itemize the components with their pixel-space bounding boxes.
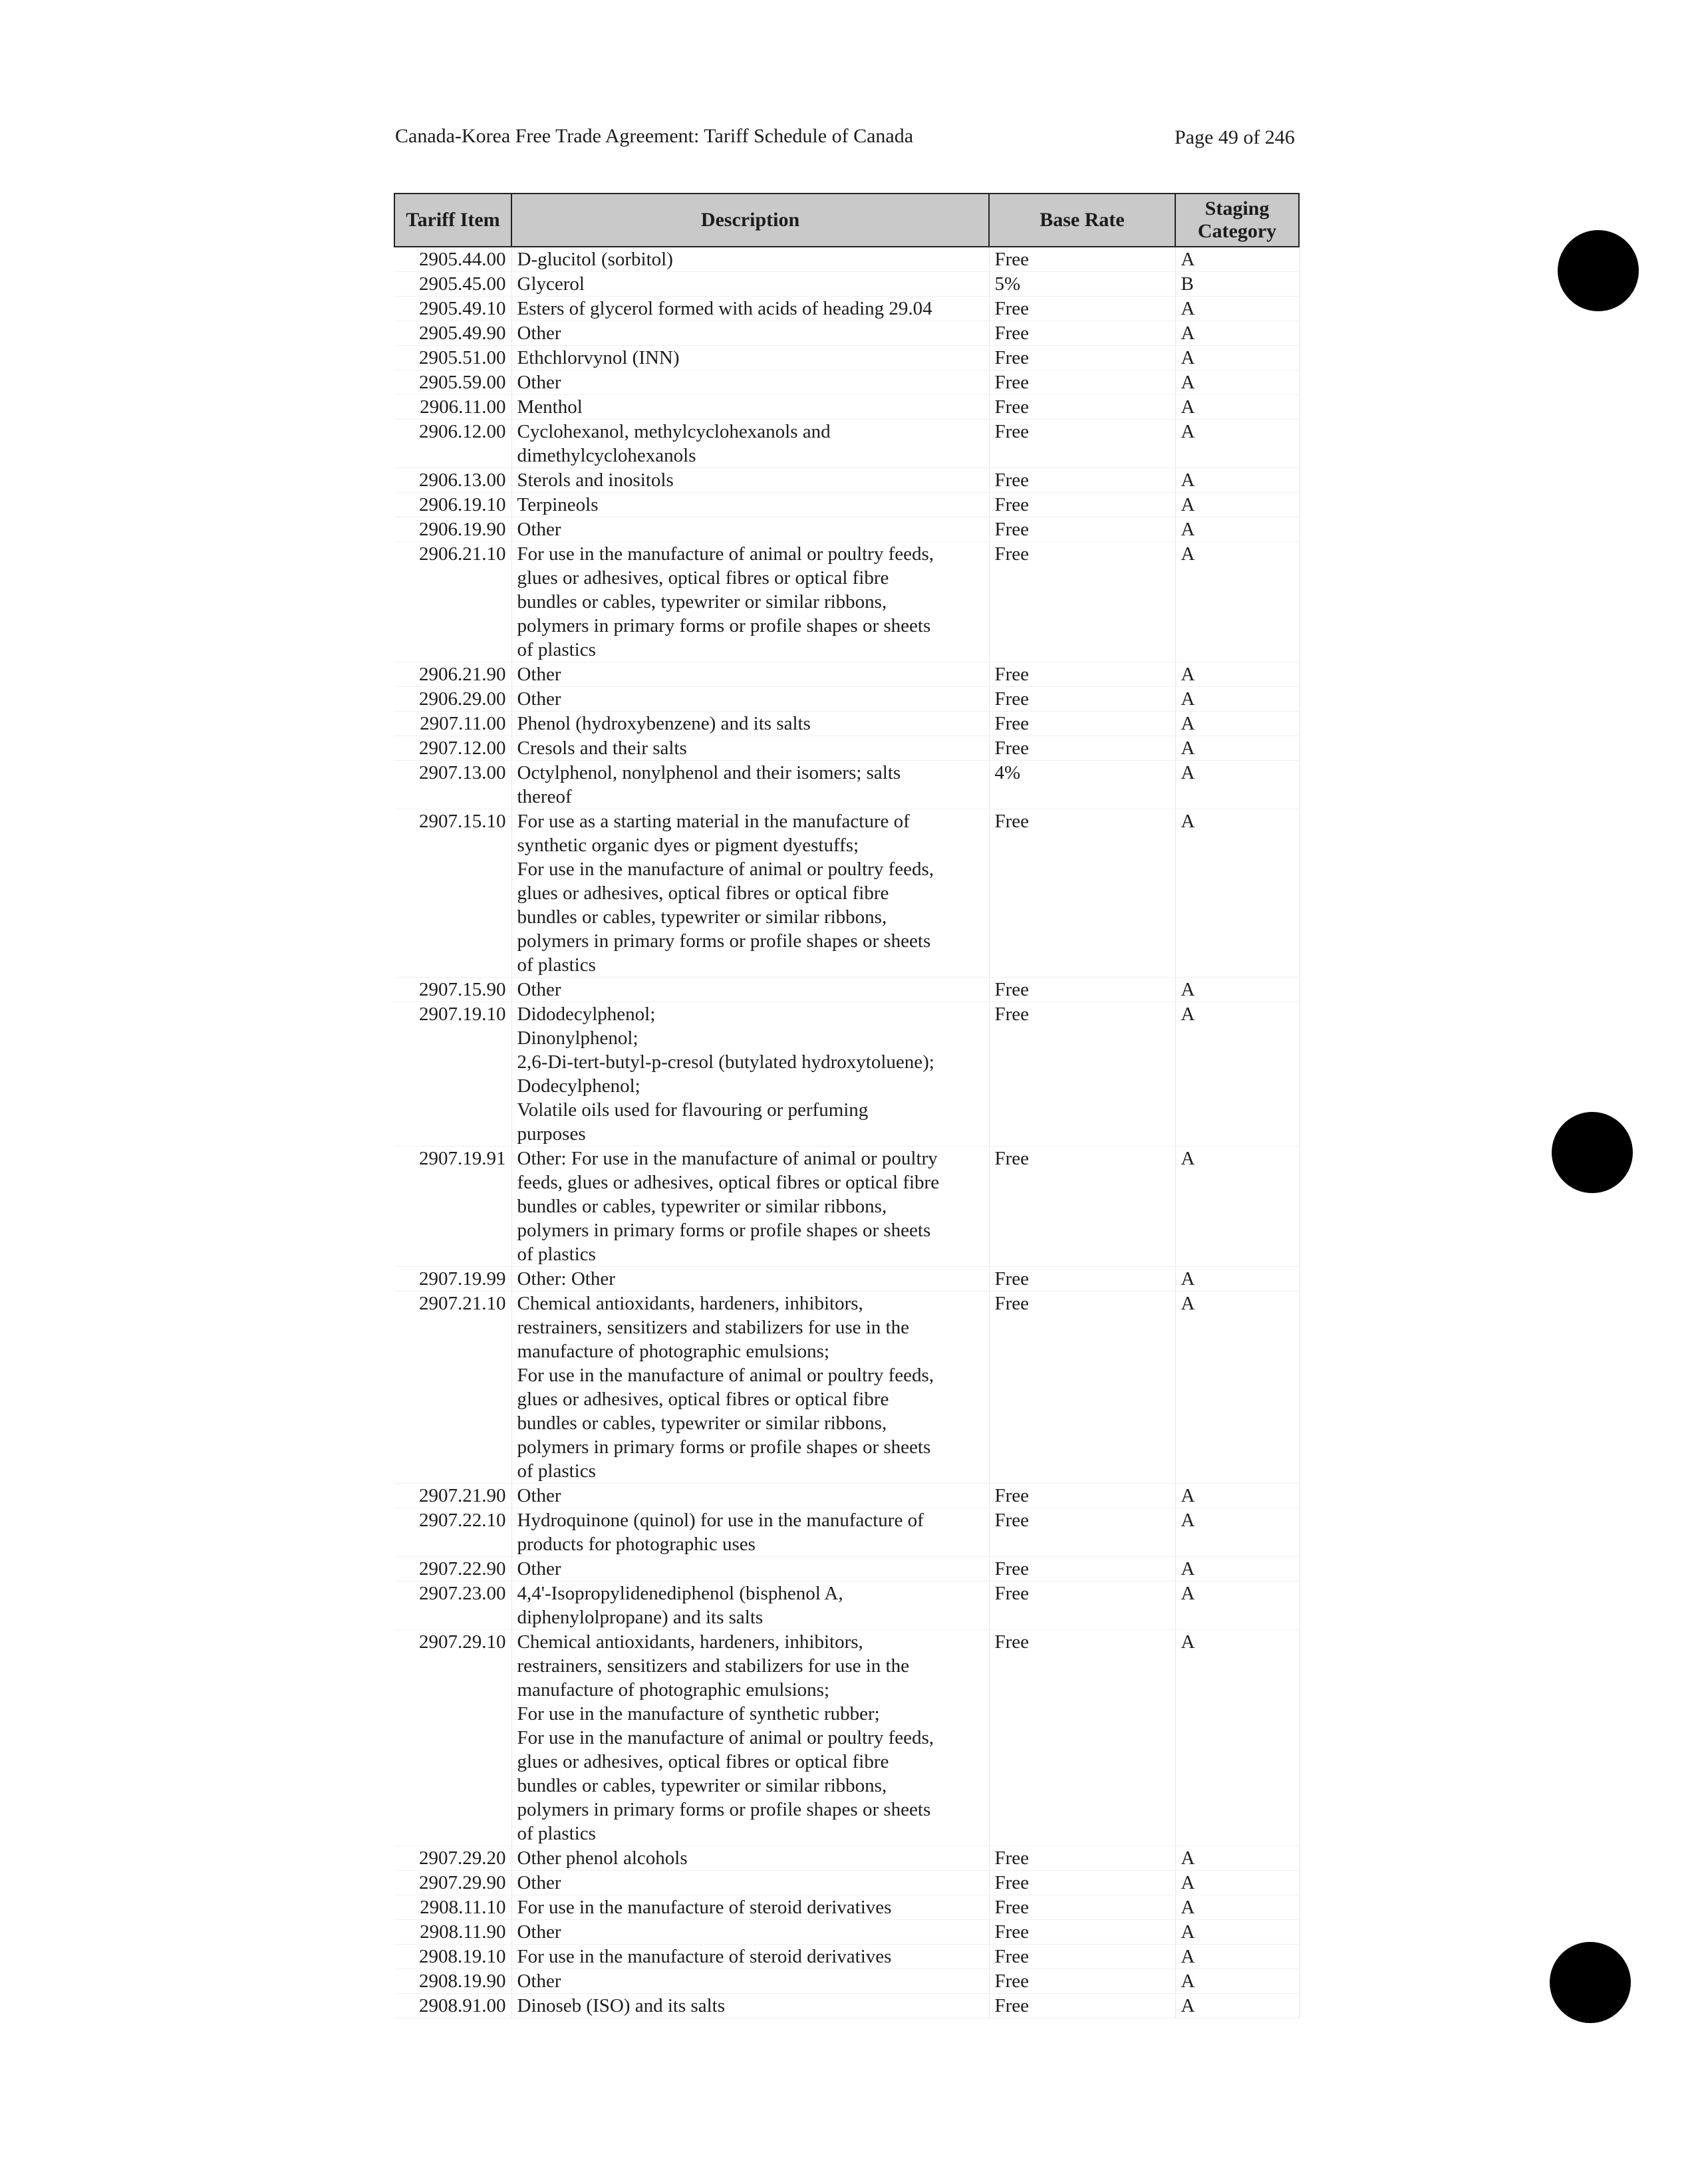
tariff-item-cell: 2908.91.00 xyxy=(394,1994,511,2018)
staging-category-cell: A xyxy=(1175,1994,1299,2018)
column-header-tariff-item: Tariff Item xyxy=(394,194,511,247)
table-row xyxy=(394,712,1299,736)
table-row xyxy=(394,1002,1299,1147)
base-rate-cell: Free xyxy=(989,1994,1175,2018)
table-row xyxy=(394,736,1299,761)
base-rate-cell: Free xyxy=(989,1581,1175,1630)
base-rate-cell: Free xyxy=(989,1895,1175,1920)
description-cell: For use in the manufacture of steroid derivatives xyxy=(511,1895,989,1920)
staging-category-cell: A xyxy=(1175,395,1299,420)
table-row xyxy=(394,1484,1299,1508)
description-cell: D-glucitol (sorbitol) xyxy=(511,247,989,272)
tariff-item-cell: 2907.13.00 xyxy=(394,761,511,809)
staging-category-cell: A xyxy=(1175,1292,1299,1484)
table-row xyxy=(394,1945,1299,1969)
base-rate-cell: Free xyxy=(989,1630,1175,1846)
base-rate-cell: Free xyxy=(989,297,1175,321)
description-cell: Other xyxy=(511,1969,989,1994)
base-rate-cell: Free xyxy=(989,346,1175,370)
table-row xyxy=(394,662,1299,687)
staging-category-cell: A xyxy=(1175,1945,1299,1969)
description-cell: For use in the manufacture of steroid derivatives xyxy=(511,1945,989,1969)
punch-hole-middle xyxy=(1552,1112,1633,1193)
staging-category-cell: A xyxy=(1175,420,1299,468)
description-cell: Ethchlorvynol (INN) xyxy=(511,346,989,370)
staging-category-cell: A xyxy=(1175,687,1299,712)
base-rate-cell: Free xyxy=(989,370,1175,395)
base-rate-cell: Free xyxy=(989,1846,1175,1871)
base-rate-cell: Free xyxy=(989,809,1175,978)
description-cell: Didodecylphenol; Dinonylphenol; 2,6-Di-tert-butyl-p-cresol (butylated hydroxytoluene); Dodecylphenol; Volatile oils used for flavouring or perfuming purposes xyxy=(511,1002,989,1147)
tariff-item-cell: 2905.51.00 xyxy=(394,346,511,370)
tariff-item-cell: 2906.19.10 xyxy=(394,493,511,517)
tariff-item-cell: 2906.21.90 xyxy=(394,662,511,687)
table-row xyxy=(394,1581,1299,1630)
table-row xyxy=(394,420,1299,468)
table-row xyxy=(394,370,1299,395)
column-header-base-rate: Base Rate xyxy=(989,194,1175,247)
punch-hole-top xyxy=(1558,230,1639,311)
description-cell: Other xyxy=(511,1557,989,1581)
column-header-description: Description xyxy=(511,194,989,247)
base-rate-cell: Free xyxy=(989,1508,1175,1557)
base-rate-cell: Free xyxy=(989,1267,1175,1292)
base-rate-cell: Free xyxy=(989,1002,1175,1147)
staging-category-cell: A xyxy=(1175,736,1299,761)
base-rate-cell: Free xyxy=(989,1945,1175,1969)
staging-category-cell: A xyxy=(1175,1871,1299,1895)
table-row xyxy=(394,1147,1299,1267)
base-rate-cell: Free xyxy=(989,1557,1175,1581)
base-rate-cell: Free xyxy=(989,468,1175,493)
staging-category-cell: A xyxy=(1175,1846,1299,1871)
table-row xyxy=(394,809,1299,978)
tariff-item-cell: 2907.19.10 xyxy=(394,1002,511,1147)
table-row xyxy=(394,468,1299,493)
base-rate-cell: Free xyxy=(989,420,1175,468)
tariff-item-cell: 2905.49.10 xyxy=(394,297,511,321)
document-title: Canada-Korea Free Trade Agreement: Tariff Schedule of Canada xyxy=(395,125,914,147)
tariff-item-cell: 2908.11.90 xyxy=(394,1920,511,1945)
base-rate-cell: Free xyxy=(989,687,1175,712)
staging-category-cell: A xyxy=(1175,493,1299,517)
table-row xyxy=(394,1969,1299,1994)
staging-category-cell: B xyxy=(1175,272,1299,297)
staging-category-cell: A xyxy=(1175,978,1299,1002)
tariff-item-cell: 2905.45.00 xyxy=(394,272,511,297)
tariff-item-cell: 2907.15.10 xyxy=(394,809,511,978)
base-rate-cell: Free xyxy=(989,517,1175,542)
table-row xyxy=(394,1994,1299,2018)
description-cell: Octylphenol, nonylphenol and their isomers; salts thereof xyxy=(511,761,989,809)
table-body xyxy=(394,247,1299,2018)
description-cell: Other xyxy=(511,1484,989,1508)
base-rate-cell: Free xyxy=(989,1969,1175,1994)
description-cell: Other xyxy=(511,370,989,395)
description-cell: Terpineols xyxy=(511,493,989,517)
staging-category-cell: A xyxy=(1175,468,1299,493)
description-cell: Other xyxy=(511,662,989,687)
tariff-item-cell: 2907.22.90 xyxy=(394,1557,511,1581)
description-cell: Esters of glycerol formed with acids of heading 29.04 xyxy=(511,297,989,321)
description-cell: Sterols and inositols xyxy=(511,468,989,493)
description-cell: Other: For use in the manufacture of animal or poultry feeds, glues or adhesives, optical fibres or optical fibre bundles or cables, typewriter or similar ribbons, polymers in primary forms or profile shapes or sheets of plastics xyxy=(511,1147,989,1267)
page-number: Page 49 of 246 xyxy=(1175,126,1295,148)
tariff-table xyxy=(394,193,1300,2018)
description-cell: Other xyxy=(511,687,989,712)
base-rate-cell: 4% xyxy=(989,761,1175,809)
tariff-item-cell: 2906.13.00 xyxy=(394,468,511,493)
tariff-item-cell: 2906.19.90 xyxy=(394,517,511,542)
tariff-item-cell: 2907.23.00 xyxy=(394,1581,511,1630)
staging-category-cell: A xyxy=(1175,247,1299,272)
base-rate-cell: Free xyxy=(989,247,1175,272)
table-row xyxy=(394,1267,1299,1292)
base-rate-cell: Free xyxy=(989,978,1175,1002)
table-row xyxy=(394,1895,1299,1920)
base-rate-cell: Free xyxy=(989,662,1175,687)
description-cell: Other xyxy=(511,517,989,542)
staging-category-cell: A xyxy=(1175,517,1299,542)
base-rate-cell: Free xyxy=(989,1292,1175,1484)
table-row xyxy=(394,1846,1299,1871)
staging-category-cell: A xyxy=(1175,1581,1299,1630)
table-row xyxy=(394,517,1299,542)
description-cell: Cyclohexanol, methylcyclohexanols and dimethylcyclohexanols xyxy=(511,420,989,468)
staging-category-cell: A xyxy=(1175,1920,1299,1945)
description-cell: 4,4'-Isopropylidenediphenol (bisphenol A, diphenylolpropane) and its salts xyxy=(511,1581,989,1630)
tariff-item-cell: 2907.11.00 xyxy=(394,712,511,736)
staging-category-cell: A xyxy=(1175,1147,1299,1267)
description-cell: Menthol xyxy=(511,395,989,420)
tariff-item-cell: 2907.29.90 xyxy=(394,1871,511,1895)
staging-category-cell: A xyxy=(1175,712,1299,736)
table-row xyxy=(394,542,1299,662)
table-row xyxy=(394,978,1299,1002)
table-row xyxy=(394,1920,1299,1945)
base-rate-cell: Free xyxy=(989,321,1175,346)
base-rate-cell: Free xyxy=(989,1920,1175,1945)
tariff-item-cell: 2907.19.91 xyxy=(394,1147,511,1267)
description-cell: Other: Other xyxy=(511,1267,989,1292)
tariff-item-cell: 2908.19.10 xyxy=(394,1945,511,1969)
description-cell: Hydroquinone (quinol) for use in the manufacture of products for photographic uses xyxy=(511,1508,989,1557)
base-rate-cell: 5% xyxy=(989,272,1175,297)
staging-category-cell: A xyxy=(1175,297,1299,321)
staging-category-cell: A xyxy=(1175,370,1299,395)
staging-category-cell: A xyxy=(1175,542,1299,662)
column-header-staging-category: Staging Category xyxy=(1175,194,1299,247)
punch-hole-bottom xyxy=(1550,1942,1631,2023)
base-rate-cell: Free xyxy=(989,395,1175,420)
table-row xyxy=(394,493,1299,517)
tariff-item-cell: 2906.12.00 xyxy=(394,420,511,468)
base-rate-cell: Free xyxy=(989,542,1175,662)
staging-category-cell: A xyxy=(1175,761,1299,809)
base-rate-cell: Free xyxy=(989,1484,1175,1508)
table-row xyxy=(394,1557,1299,1581)
tariff-item-cell: 2905.49.90 xyxy=(394,321,511,346)
tariff-item-cell: 2905.44.00 xyxy=(394,247,511,272)
base-rate-cell: Free xyxy=(989,736,1175,761)
table-row xyxy=(394,1292,1299,1484)
tariff-item-cell: 2907.21.10 xyxy=(394,1292,511,1484)
tariff-item-cell: 2907.29.10 xyxy=(394,1630,511,1846)
table-row xyxy=(394,272,1299,297)
tariff-item-cell: 2907.21.90 xyxy=(394,1484,511,1508)
table-row xyxy=(394,321,1299,346)
base-rate-cell: Free xyxy=(989,1147,1175,1267)
tariff-item-cell: 2907.22.10 xyxy=(394,1508,511,1557)
table-row xyxy=(394,1630,1299,1846)
staging-category-cell: A xyxy=(1175,346,1299,370)
staging-category-cell: A xyxy=(1175,1508,1299,1557)
description-cell: Phenol (hydroxybenzene) and its salts xyxy=(511,712,989,736)
tariff-item-cell: 2907.19.99 xyxy=(394,1267,511,1292)
description-cell: Other xyxy=(511,978,989,1002)
tariff-item-cell: 2907.12.00 xyxy=(394,736,511,761)
tariff-item-cell: 2906.11.00 xyxy=(394,395,511,420)
tariff-item-cell: 2907.29.20 xyxy=(394,1846,511,1871)
table-row xyxy=(394,687,1299,712)
base-rate-cell: Free xyxy=(989,493,1175,517)
staging-category-cell: A xyxy=(1175,1002,1299,1147)
tariff-item-cell: 2905.59.00 xyxy=(394,370,511,395)
tariff-item-cell: 2906.21.10 xyxy=(394,542,511,662)
description-cell: For use as a starting material in the manufacture of synthetic organic dyes or pigment dyestuffs; For use in the manufacture of animal or poultry feeds, glues or adhesives, optical fibres or optical fibre bundles or cables, typewriter or similar ribbons, polymers in primary forms or profile shapes or sheets of plastics xyxy=(511,809,989,978)
staging-category-cell: A xyxy=(1175,1484,1299,1508)
staging-category-cell: A xyxy=(1175,1969,1299,1994)
description-cell: Chemical antioxidants, hardeners, inhibitors, restrainers, sensitizers and stabilizers for use in the manufacture of photographic emulsions; For use in the manufacture of synthetic rubber; For use in the manufacture of animal or poultry feeds, glues or adhesives, optical fibres or optical fibre bundles or cables, typewriter or similar ribbons, polymers in primary forms or profile shapes or sheets of plastics xyxy=(511,1630,989,1846)
tariff-item-cell: 2908.19.90 xyxy=(394,1969,511,1994)
table-header-row xyxy=(394,194,1299,247)
description-cell: Chemical antioxidants, hardeners, inhibitors, restrainers, sensitizers and stabilizers for use in the manufacture of photographic emulsions; For use in the manufacture of animal or poultry feeds, glues or adhesives, optical fibres or optical fibre bundles or cables, typewriter or similar ribbons, polymers in primary forms or profile shapes or sheets of plastics xyxy=(511,1292,989,1484)
staging-category-cell: A xyxy=(1175,1895,1299,1920)
base-rate-cell: Free xyxy=(989,712,1175,736)
staging-category-cell: A xyxy=(1175,1630,1299,1846)
table-row xyxy=(394,761,1299,809)
table-row xyxy=(394,395,1299,420)
description-cell: Other xyxy=(511,321,989,346)
tariff-item-cell: 2907.15.90 xyxy=(394,978,511,1002)
tariff-item-cell: 2908.11.10 xyxy=(394,1895,511,1920)
table-row xyxy=(394,346,1299,370)
tariff-item-cell: 2906.29.00 xyxy=(394,687,511,712)
staging-category-cell: A xyxy=(1175,662,1299,687)
staging-category-cell: A xyxy=(1175,1557,1299,1581)
description-cell: Other phenol alcohols xyxy=(511,1846,989,1871)
description-cell: Glycerol xyxy=(511,272,989,297)
description-cell: Other xyxy=(511,1871,989,1895)
base-rate-cell: Free xyxy=(989,1871,1175,1895)
description-cell: Other xyxy=(511,1920,989,1945)
table-row xyxy=(394,1508,1299,1557)
table-row xyxy=(394,247,1299,272)
description-cell: For use in the manufacture of animal or poultry feeds, glues or adhesives, optical fibres or optical fibre bundles or cables, typewriter or similar ribbons, polymers in primary forms or profile shapes or sheets of plastics xyxy=(511,542,989,662)
description-cell: Cresols and their salts xyxy=(511,736,989,761)
staging-category-cell: A xyxy=(1175,321,1299,346)
staging-category-cell: A xyxy=(1175,1267,1299,1292)
description-cell: Dinoseb (ISO) and its salts xyxy=(511,1994,989,2018)
table-row xyxy=(394,297,1299,321)
staging-category-cell: A xyxy=(1175,809,1299,978)
table-row xyxy=(394,1871,1299,1895)
